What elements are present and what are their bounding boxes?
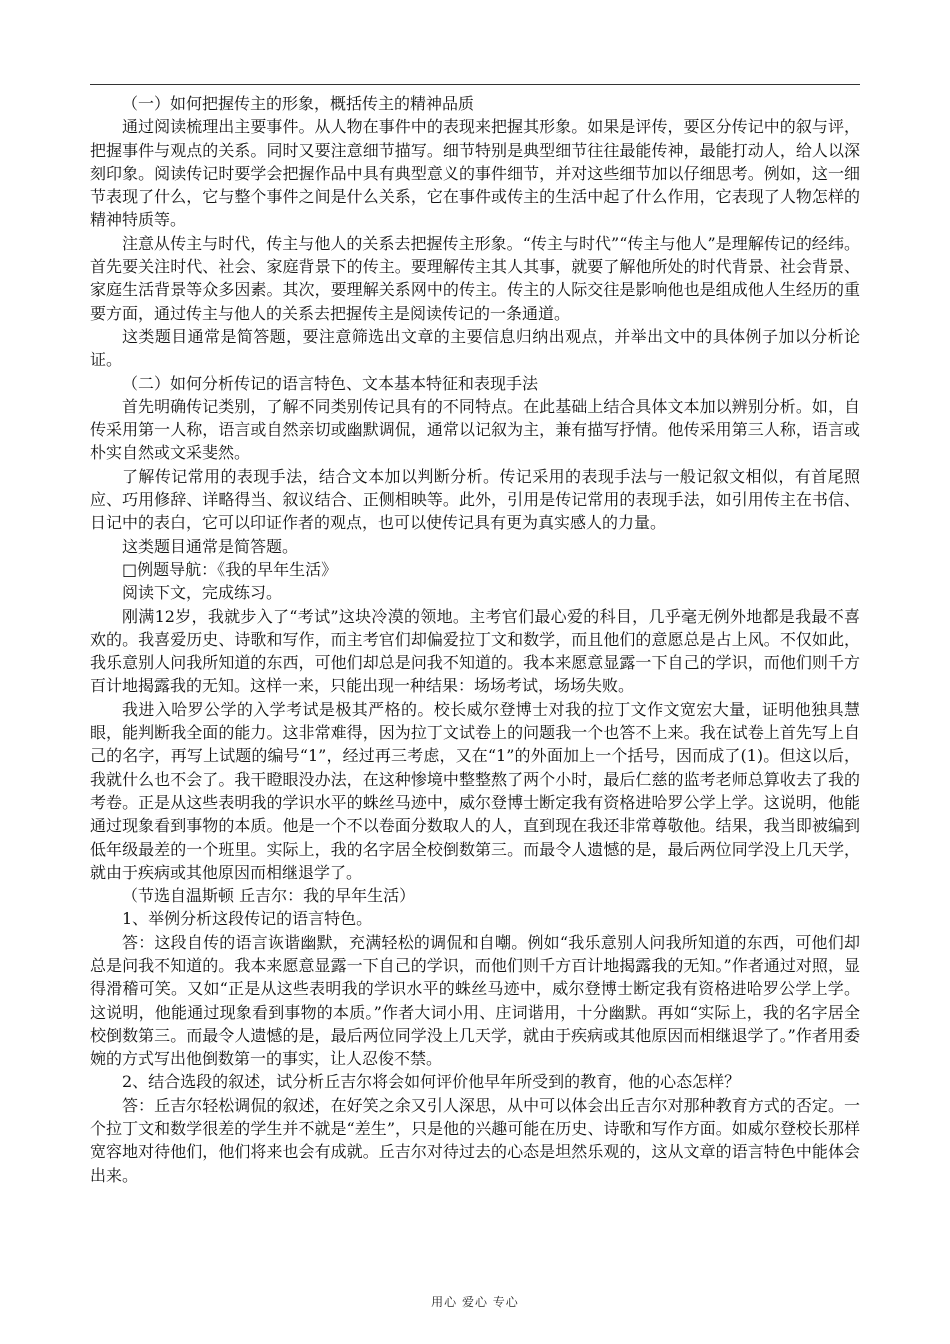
header-rule (90, 84, 860, 85)
example-heading: □例题导航：《我的早年生活》 (122, 559, 338, 579)
section-heading-2: （二）如何分析传记的语言特色、文本基本特征和表现手法 (122, 373, 539, 393)
question-1: 1、举例分析这段传记的语言特色。 (122, 909, 373, 929)
excerpt-paragraph: 我进入哈罗公学的入学考试是极其严格的。校长威尔登博士对我的拉丁文作文宽宏大量，证明他独具慧眼，能判断我全面的能力。这非常难得，因为拉丁文试卷上的问题我一个也答不上来。我在试卷上首先写上自己的名字，再写上试题的编号“1”，经过再三考虑，又在“1”的外面加上一个括号，因而成了(1)。但这以后，我就什么也不会了。我干瞪眼没办法，在这种惨境中整整熬了两个小时，最后仁慈的监考老师总算收去了我的考卷。正是从这些表明我的学识水平的蛛丝马迹中，威尔登博士断定我有资格进哈罗公学上学。这说明，他能通过现象看到事物的本质。他是一个不以卷面分数取人的人，直到现在我还非常尊敬他。结果，我当即被编到低年级最差的一个班里。实际上，我的名字居全校倒数第三。而最令人遗憾的是，最后两位同学没上几天学，就由于疾病或其他原因而相继退学了。 (90, 699, 860, 882)
paragraph: 通过阅读梳理出主要事件。从人物在事件中的表现来把握其形象。如果是评传，要区分传记中的叙与评，把握事件与观点的关系。同时又要注意细节描写。细节特别是典型细节往往最能传神，最能打动人，给人以深刻印象。阅读传记时要学会把握作品中具有典型意义的事件细节，并对这些细节加以仔细思考。例如，这一细节表现了什么，它与整个事件之间是什么关系，它在事件或传主的生活中起了什么作用，它表现了人物怎样的精神特质等。 (90, 117, 860, 230)
paragraph: 首先明确传记类别，了解不同类别传记具有的不同特点。在此基础上结合具体文本加以辨别分析。如，自传采用第一人称，语言或自然亲切或幽默调侃，通常以记叙为主，兼有描写抒情。他传采用第三人称，语言或朴实自然或文采斐然。 (90, 396, 860, 463)
answer-1: 答：这段自传的语言诙谐幽默，充满轻松的调侃和自嘲。例如“我乐意别人问我所知道的东西，可他们却总是问我不知道的。我本来愿意显露一下自己的学识，而他们则千方百计地揭露我的无知。”作者通过对照，显得滑稽可笑。又如“正是从这些表明我的学识水平的蛛丝马迹中，威尔登博士断定我有资格进哈罗公学上学。这说明，他能通过现象看到事物的本质。”作者大词小用、庄词谐用，十分幽默。再如“实际上，我的名字居全校倒数第三。而最令人遗憾的是，最后两位同学没上几天学，就由于疾病或其他原因而相继退学了。”作者用委婉的方式写出他倒数第一的事实，让人忍俊不禁。 (90, 932, 860, 1069)
paragraph: 了解传记常用的表现手法，结合文本加以判断分析。传记采用的表现手法与一般记叙文相似，有首尾照应、巧用修辞、详略得当、叙议结合、正侧相映等。此外，引用是传记常用的表现手法，如引用传主在书信、日记中的表白，它可以印证作者的观点，也可以使传记具有更为真实感人的力量。 (90, 466, 860, 533)
paragraph: 这类题目通常是简答题。 (122, 536, 299, 556)
paragraph: 注意从传主与时代，传主与他人的关系去把握传主形象。“传主与时代”“传主与他人”是理解传记的经纬。首先要关注时代、社会、家庭背景下的传主。要理解传主其人其事，就要了解他所处的时代背景、社会背景、家庭生活背景等众多因素。其次，要理解关系网中的传主。传主的人际交往是影响他也是组成他人生经历的重要方面，通过传主与他人的关系去把握传主是阅读传记的一条通道。 (90, 233, 860, 323)
excerpt-source: （节选自温斯顿 丘吉尔：我的早年生活） (122, 886, 416, 906)
page-footer: 用心 爱心 专心 (431, 1295, 519, 1309)
section-heading-1: （一）如何把握传主的形象，概括传主的精神品质 (122, 94, 475, 113)
answer-2: 答：丘吉尔轻松调侃的叙述，在好笑之余又引人深思，从中可以体会出丘吉尔对那种教育方式的否定。一个拉丁文和数学很差的学生并不就是“差生”，只是他的兴趣可能在历史、诗歌和写作方面。如威尔登校长那样宽容地对待他们，他们将来也会有成就。丘吉尔对待过去的心态是坦然乐观的，这从文章的语言特色中能体会出来。 (90, 1095, 860, 1185)
instruction: 阅读下文，完成练习。 (122, 583, 283, 603)
question-2: 2、结合选段的叙述，试分析丘吉尔将会如何评价他早年所受到的教育，他的心态怎样？ (122, 1072, 741, 1092)
document-body (90, 92, 860, 1187)
paragraph: 这类题目通常是简答题，要注意筛选出文章的主要信息归纳出观点，并举出文中的具体例子加以分析论证。 (90, 326, 860, 370)
excerpt-paragraph: 刚满12岁，我就步入了“考试”这块冷漠的领地。主考官们最心爱的科目，几乎毫无例外地都是我最不喜欢的。我喜爱历史、诗歌和写作，而主考官们却偏爱拉丁文和数学，而且他们的意愿总是占上风。不仅如此，我乐意别人问我所知道的东西，可他们却总是问我不知道的。我本来愿意显露一下自己的学识，而他们则千方百计地揭露我的无知。这样一来，只能出现一种结果：场场考试，场场失败。 (90, 606, 860, 696)
